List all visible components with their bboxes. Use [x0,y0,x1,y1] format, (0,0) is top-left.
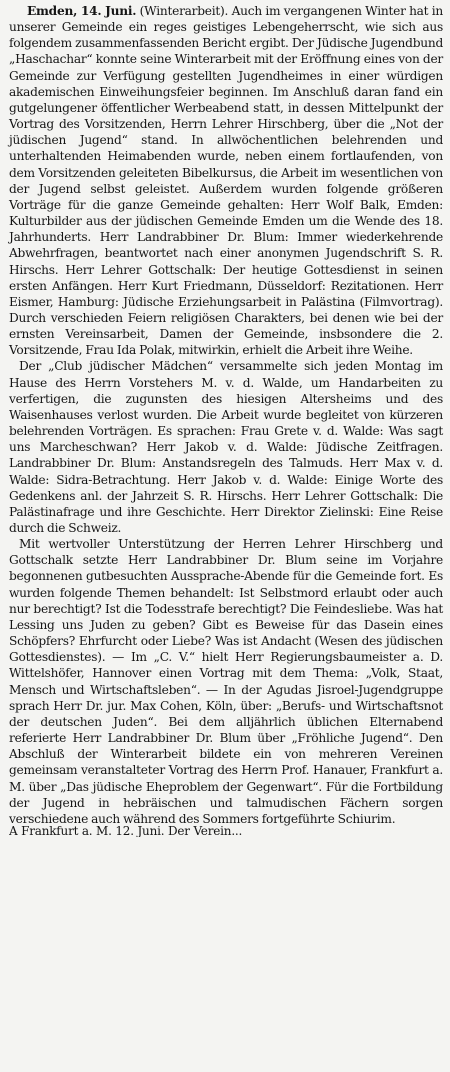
paragraph-text: (Winterarbeit). Auch im vergangenen Winter hat in unserer Gemeinde ein reges geistiges Lebengeherrscht, wie sich aus folgendem zusammenfassenden Bericht ergibt. Der Jüdische Jugendbund „Haschachar“ konnte seine Winterarbeit mit der Eröffnung eines von der Gemeinde zur Verfügung gestellten Jugendheimes in einer würdigen akademischen Einweihungsfeier beginnen. Im Anschluß daran fand ein gutgelungener öffentlicher Werbeabend statt, in dessen Mittelpunkt der Vortrag des Vorsitzenden, Herrn Lehrer Hirschberg, über die „Not der jüdischen Jugend“ stand. In allwöchentlichen belehrenden und unterhaltenden Heimabenden wurde, neben einem fortlaufenden, von dem Vorsitzenden geleiteten Bibelkursus, die Arbeit im wesentlichen von der Jugend selbst geleistet. Außerdem wurden folgende größeren Vorträge für die ganze Gemeinde gehalten: Herr Wolf Balk, Emden: Kulturbilder aus der jüdischen Gemeinde Emden um die Wende des 18. Jahrhunderts. Herr Landrabbiner Dr. Blum: Immer wiederkehrende Abwehrfragen, beantwortet nach einer anonymen Jugendschrift S. R. Hirschs. Herr Lehrer Gottschalk: Der heutige Gottesdienst in seinen ersten Anfängen. Herr Kurt Friedmann, Düsseldorf: Rezitationen. Herr Eismer, Hamburg: Jüdische Erziehungsarbeit in Palästina (Filmvortrag). Durch verschieden Feiern religiösen Charakters, bei denen wie bei der ernsten Vereinsarbeit, Damen der Gemeinde, insbsondere die 2. Vorsitzende, Frau Ida Polak, mitwirkin, erhielt die Arbeit ihre Weihe. [9,4,443,358]
dateline: Emden, 14. Juni. [27,4,137,18]
cut-off-line: A Frankfurt a. M. 12. Juni. Der Verein... [9,824,243,837]
paragraph-club: Der „Club jüdischer Mädchen“ versammelte sich jeden Montag im Hause des Herrn Vorstehers M. v. d. Walde, um Handarbeiten zu verfertigen, die zugunsten des hiesigen Altersheims und des Waisenhauses verlost wurden. Die Arbeit wurde begleitet von kürzeren belehrenden Vorträgen. Es sprachen: Frau Grete v. d. Walde: Was sagt uns Marcheschwan? Herr Jakob v. d. Walde: Jüdische Zeitfragen. Landrabbiner Dr. Blum: Anstandsregeln des Talmuds. Herr Max v. d. Walde: Sidra-Betrachtung. Herr Jakob v. d. Walde: Einige Worte des Gedenkens anl. der Jahrzeit S. R. Hirschs. Herr Lehrer Gottschalk: Die Palästinafrage und ihre Geschichte. Herr Direktor Zielinski: Eine Reise durch die Schweiz. [9,359,443,535]
paragraph-winterarbeit [9,3,443,358]
paragraph-aussprache: Mit wertvoller Unterstützung der Herren Lehrer Hirschberg und Gottschalk setzte Herr Landrabbiner Dr. Blum seine im Vorjahre begonnenen gutbesuchten Aussprache-Abende für die Gemeinde fort. Es wurden folgende Themen behandelt: Ist Selbstmord erlaubt oder auch nur berechtigt? Ist die Todesstrafe berechtigt? Die Feindesliebe. Was hat Lessing uns Juden zu geben? Gibt es Beweise für das Dasein eines Schöpfers? Ehrfurcht oder Liebe? Was ist Andacht (Wesen des jüdischen Gottesdienstes). — Im „C. V.“ hielt Herr Regierungsbaumeister a. D. Wittelshöfer, Hannover einen Vortrag mit dem Thema: „Volk, Staat, Mensch und Wirtschaftsleben“. — In der Agudas Jisroel-Jugendgruppe sprach Herr Dr. jur. Max Cohen, Köln, über: „Berufs- und Wirtschaftsnot der deutschen Juden“. Bei dem alljährlich üblichen Elternabend referierte Herr Landrabbiner Dr. Blum über „Fröhliche Jugend“. Den Abschluß der Winterarbeit bildete ein von mehreren Vereinen gemeinsam veranstalteter Vortrag des Herrn Prof. Hanauer, Frankfurt a. M. über „Das jüdische Eheproblem der Gegenwart“. Für die Fortbildung der Jugend in hebräischen und talmudischen Fächern sorgen verschiedene auch während des Sommers fortgeführte Schiurim. [9,537,443,826]
